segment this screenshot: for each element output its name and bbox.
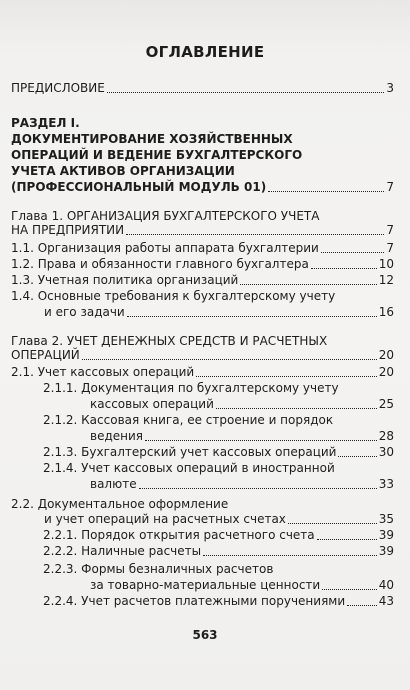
dot-leader [240, 284, 376, 285]
toc-entry-label: 2.2.4. Учет расчетов платежными поручениями [43, 594, 346, 608]
toc-entry-page: 7 [386, 180, 394, 194]
toc-entry-page: 25 [378, 397, 394, 411]
toc-entry-2-1-3[interactable] [43, 444, 394, 460]
toc-entry-last-line [90, 476, 394, 492]
chapter-title-line: Глава 1. ОРГАНИЗАЦИЯ БУХГАЛТЕРСКОГО УЧЕТА [11, 209, 320, 223]
page-number: 563 [192, 628, 218, 642]
toc-entry-page: 3 [386, 81, 394, 95]
toc-entry-page: 39 [378, 544, 394, 558]
toc-entry-label: 2.1.2. Кассовая книга, ее строение и порядок [43, 413, 334, 427]
toc-entry-label: 2.2. Документальное оформление [11, 497, 229, 511]
dot-leader [145, 440, 377, 441]
toc-entry-label: 2.2.2. Наличные расчеты [43, 544, 202, 558]
section-heading-line: РАЗДЕЛ I. [11, 116, 80, 130]
dot-leader [347, 605, 377, 606]
toc-entry-1-3[interactable] [11, 272, 394, 288]
toc-entry-label: ПРЕДИСЛОВИЕ [11, 81, 105, 95]
section-heading-line: ОПЕРАЦИЙ И ВЕДЕНИЕ БУХГАЛТЕРСКОГО [11, 148, 303, 162]
toc-entry-label: и учет операций на расчетных счетах [44, 512, 286, 526]
dot-leader [126, 234, 384, 235]
chapter-title-last-line [11, 347, 394, 363]
dot-leader [139, 488, 377, 489]
toc-entry-page: 20 [378, 365, 394, 379]
toc-entry-label: 1.1. Организация работы аппарата бухгалтерии [11, 241, 319, 255]
toc-entry-2-2-2[interactable] [43, 543, 394, 559]
toc-entry-2-1[interactable] [11, 364, 394, 380]
toc-entry-page: 16 [378, 305, 394, 319]
toc-entry-page: 7 [386, 241, 394, 255]
dot-leader [288, 523, 377, 524]
toc-entry-page: 28 [378, 429, 394, 443]
toc-entry-last-line [90, 428, 394, 444]
dot-leader [216, 408, 377, 409]
chapter-title-line: Глава 2. УЧЕТ ДЕНЕЖНЫХ СРЕДСТВ И РАСЧЕТНЫХ [11, 334, 328, 348]
toc-entry-label: и его задачи [44, 305, 125, 319]
dot-leader [311, 268, 377, 269]
section-heading-line: ДОКУМЕНТИРОВАНИЕ ХОЗЯЙСТВЕННЫХ [11, 132, 293, 146]
toc-entry-label: валюте [90, 477, 137, 491]
toc-entry-page: 40 [378, 578, 394, 592]
toc-entry-label: кассовых операций [90, 397, 214, 411]
toc-entry-label: 2.1.3. Бухгалтерский учет кассовых операций [43, 445, 337, 459]
toc-entry-label: 2.1. Учет кассовых операций [11, 365, 195, 379]
chapter-title-line: ОПЕРАЦИЙ [11, 348, 80, 362]
toc-entry-page: 39 [378, 528, 394, 542]
toc-entry-page: 35 [378, 512, 394, 526]
toc-entry-page: 12 [378, 273, 394, 287]
toc-entry-2-2-4[interactable] [43, 593, 394, 609]
toc-entry-label: 2.1.4. Учет кассовых операций в иностранной [43, 461, 335, 475]
toc-entry-page: 33 [378, 477, 394, 491]
dot-leader [196, 376, 377, 377]
toc-entry-label: за товарно-материальные ценности [90, 578, 321, 592]
chapter-title-last-line [11, 222, 394, 238]
dot-leader [322, 589, 376, 590]
dot-leader [338, 456, 376, 457]
toc-entry-label: 1.3. Учетная политика организаций [11, 273, 239, 287]
toc-entry-last-line [44, 304, 394, 320]
toc-entry-preface[interactable] [11, 80, 394, 96]
toc-entry-page: 20 [378, 348, 394, 362]
toc-entry-label: 1.4. Основные требования к бухгалтерскому учету [11, 289, 336, 303]
dot-leader [82, 359, 377, 360]
dot-leader [268, 191, 384, 192]
dot-leader [321, 252, 385, 253]
dot-leader [107, 92, 385, 93]
toc-entry-page: 43 [378, 594, 394, 608]
toc-entry-label: 1.2. Права и обязанности главного бухгалтера [11, 257, 309, 271]
section-heading-line: (ПРОФЕССИОНАЛЬНЫЙ МОДУЛЬ 01) [11, 180, 267, 194]
dot-leader [127, 316, 377, 317]
section-heading-last-line [11, 179, 394, 195]
toc-entry-page: 7 [386, 223, 394, 237]
toc-entry-label: 2.2.3. Формы безналичных расчетов [43, 562, 274, 576]
toc-entry-last-line [44, 511, 394, 527]
toc-entry-label: 2.2.1. Порядок открытия расчетного счета [43, 528, 315, 542]
page-title: ОГЛАВЛЕНИЕ [145, 43, 265, 61]
toc-entry-1-1[interactable] [11, 240, 394, 256]
toc-entry-label: 2.1.1. Документация по бухгалтерскому учету [43, 381, 339, 395]
toc-entry-page: 30 [378, 445, 394, 459]
toc-entry-2-2-1[interactable] [43, 527, 394, 543]
section-heading-line: УЧЕТА АКТИВОВ ОРГАНИЗАЦИИ [11, 164, 235, 178]
toc-entry-1-2[interactable] [11, 256, 394, 272]
dot-leader [203, 555, 377, 556]
toc-entry-page: 10 [378, 257, 394, 271]
chapter-title-line: НА ПРЕДПРИЯТИИ [11, 223, 125, 237]
toc-entry-label: ведения [90, 429, 143, 443]
toc-entry-last-line [90, 577, 394, 593]
dot-leader [317, 539, 377, 540]
toc-entry-last-line [90, 396, 394, 412]
